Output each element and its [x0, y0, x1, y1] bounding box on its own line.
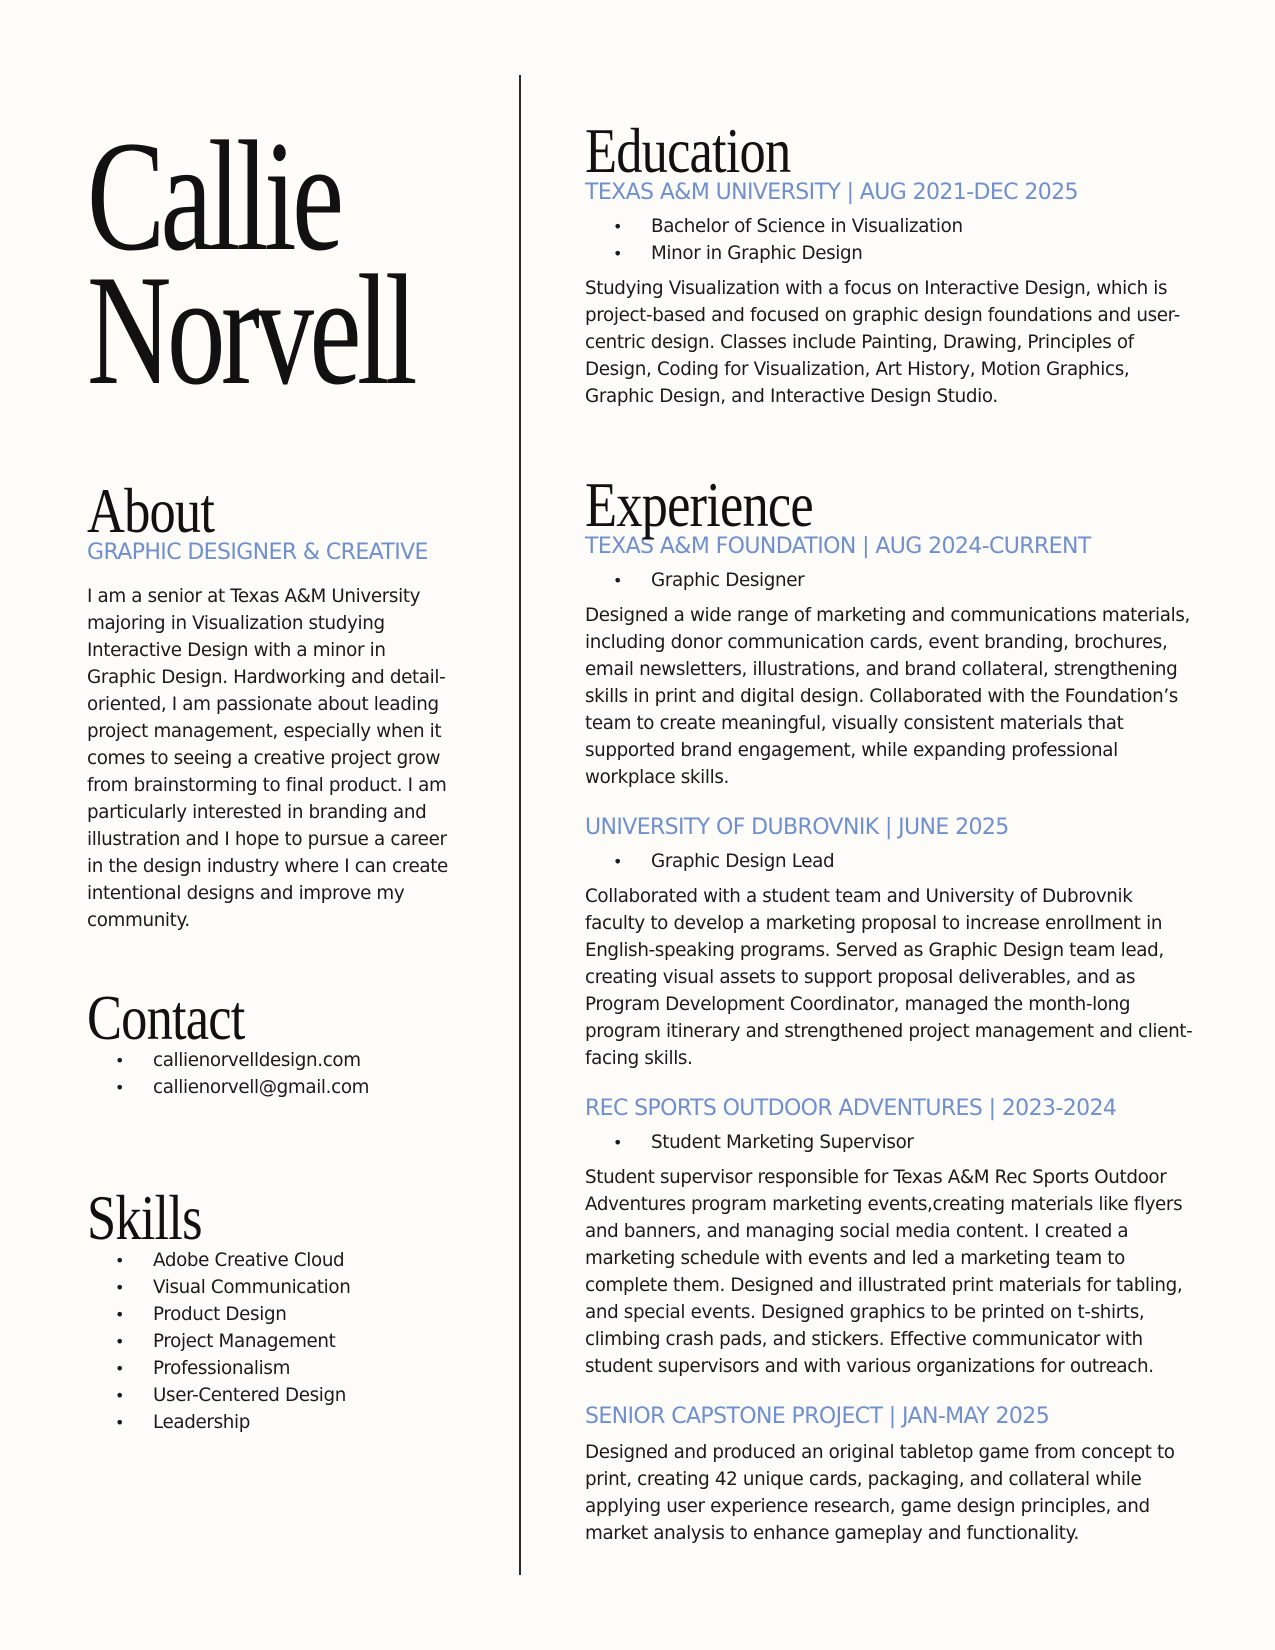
column-divider [519, 75, 521, 1575]
contact-section [87, 982, 457, 1101]
about-section [87, 475, 457, 934]
job-role-list [585, 567, 1195, 594]
job-title: UNIVERSITY OF DUBROVNIK | JUNE 2025 [585, 815, 1009, 840]
job-description: Collaborated with a student team and University of Dubrovnik faculty to develop a marketing proposal to increase enrollment in English-speaking programs. Served as Graphic Design team lead, creating visual assets to support proposal deliverables, and as Program Development Coordinator, managed the month-long program itinerary and strengthened project management and client-facing skills. [585, 886, 1193, 1069]
contact-email[interactable]: • callienorvell@gmail.com [87, 1074, 457, 1101]
job-role: • Student Marketing Supervisor [585, 1129, 1195, 1156]
skill-item: • Professionalism [87, 1355, 457, 1382]
job-title: SENIOR CAPSTONE PROJECT | JAN-MAY 2025 [585, 1404, 1050, 1429]
job-entry [585, 1096, 1195, 1380]
degree-item: • Bachelor of Science in Visualization [585, 213, 1195, 240]
degree-item: • Minor in Graphic Design [585, 240, 1195, 267]
education-school: TEXAS A&M UNIVERSITY | AUG 2021-DEC 2025 [585, 180, 1078, 205]
about-subtitle: GRAPHIC DESIGNER & CREATIVE [87, 540, 428, 565]
job-title: TEXAS A&M FOUNDATION | AUG 2024-CURRENT [585, 534, 1091, 559]
skill-item: • User-Centered Design [87, 1382, 457, 1409]
about-heading: About [87, 475, 215, 546]
skill-item: • Leadership [87, 1409, 457, 1436]
experience-section [585, 469, 1195, 1547]
name-block [87, 109, 457, 418]
job-title: REC SPORTS OUTDOOR ADVENTURES | 2023-2024 [585, 1096, 1117, 1121]
skills-section [87, 1182, 457, 1436]
resume-name [87, 109, 414, 418]
contact-heading: Contact [87, 982, 245, 1053]
job-entry [585, 1404, 1195, 1547]
contact-website[interactable]: • callienorvelldesign.com [87, 1047, 457, 1074]
job-role: • Graphic Design Lead [585, 848, 1195, 875]
job-entry [585, 534, 1195, 791]
job-role-list [585, 1129, 1195, 1156]
first-name: Callie [87, 109, 340, 284]
skill-item: • Product Design [87, 1301, 457, 1328]
last-name: Norvell [87, 243, 414, 418]
skills-list [87, 1247, 457, 1436]
job-description: Designed and produced an original tabletop game from concept to print, creating 42 unique cards, packaging, and collateral while applying user experience research, game design principles, and market analysis to enhance gameplay and functionality. [585, 1442, 1175, 1544]
job-description: Student supervisor responsible for Texas A&M Rec Sports Outdoor Adventures program marketing events,creating materials like flyers and banners, and managing social media content. I created a marketing schedule with events and led a marketing team to complete them. Designed and illustrated print materials for tabling, and special events. Designed graphics to be printed on t-shirts, climbing crash pads, and stickers. Effective communicator with student supervisors and with various organizations for outreach. [585, 1167, 1183, 1377]
skill-item: • Project Management [87, 1328, 457, 1355]
contact-list [87, 1047, 457, 1101]
education-section [585, 115, 1195, 410]
education-text: Studying Visualization with a focus on Interactive Design, which is project-based and focused on graphic design foundations and user-centric design. Classes include Painting, Drawing, Principles of Design, Coding for Visualization, Art History, Motion Graphics, Graphic Design, and Interactive Design Studio. [585, 278, 1180, 407]
education-degree-list [585, 213, 1195, 267]
skill-item: • Visual Communication [87, 1274, 457, 1301]
job-role: • Graphic Designer [585, 567, 1195, 594]
education-heading: Education [585, 115, 791, 186]
job-description: Designed a wide range of marketing and communications materials, including donor communication cards, event branding, brochures, email newsletters, illustrations, and brand collateral, strengthening skills in print and digital design. Collaborated with the Foundation’s team to create meaningful, visually consistent materials that supported brand engagement, while expanding professional workplace skills. [585, 605, 1191, 788]
skills-heading: Skills [87, 1182, 202, 1253]
experience-heading: Experience [585, 469, 813, 540]
job-role-list [585, 848, 1195, 875]
job-entry [585, 815, 1195, 1072]
about-text: I am a senior at Texas A&M University majoring in Visualization studying Interactive Design with a minor in Graphic Design. Hardworking and detail-oriented, I am passionate about leading project management, especially when it comes to seeing a creative project grow from brainstorming to final product. I am particularly interested in branding and illustration and I hope to pursue a career in the design industry where I can create intentional designs and improve my community. [87, 586, 448, 931]
skill-item: • Adobe Creative Cloud [87, 1247, 457, 1274]
